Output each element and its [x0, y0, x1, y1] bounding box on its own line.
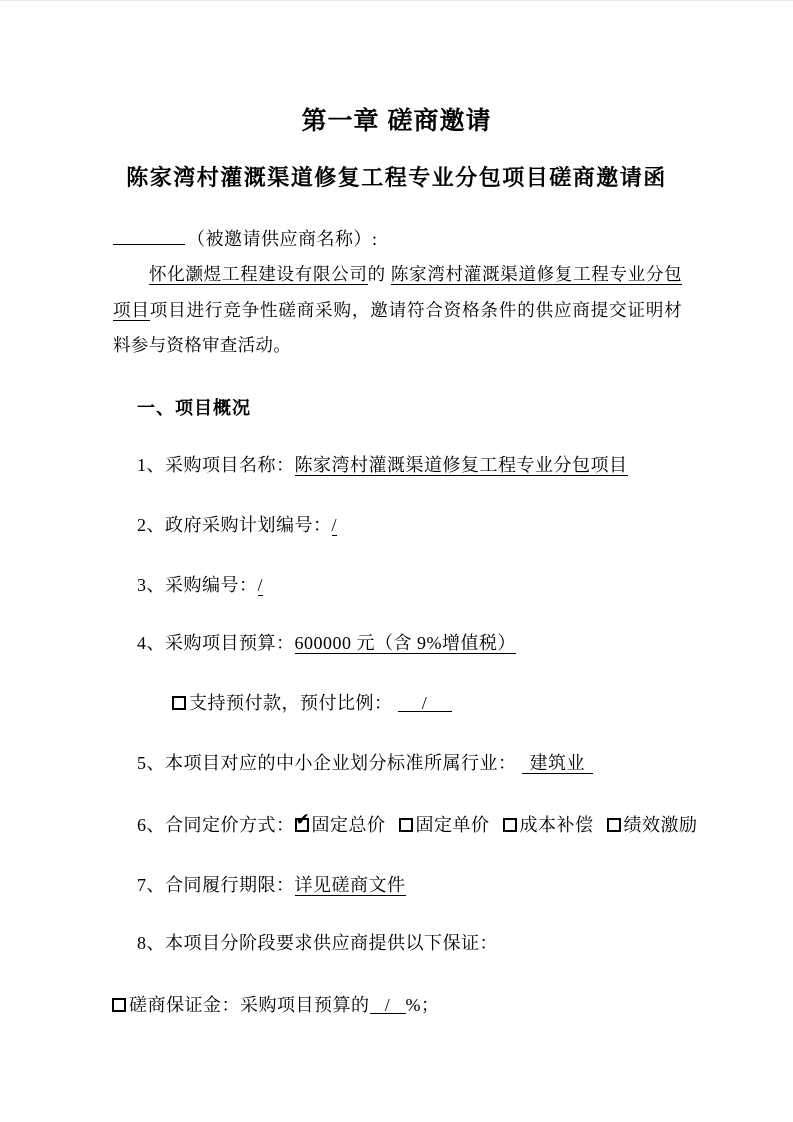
- pricing-option-cost-compensation-label: 成本补偿: [519, 815, 594, 835]
- prepayment-label: 支持预付款，预付比例：: [189, 693, 393, 713]
- pricing-option-fixed-total: [295, 810, 386, 835]
- deposit-label-suffix: %；: [405, 995, 440, 1015]
- item-gov-plan-number-label: 2、政府采购计划编号：: [137, 515, 332, 535]
- pricing-option-fixed-total-checkbox[interactable]: [295, 810, 311, 832]
- pricing-option-fixed-unit: [399, 815, 490, 835]
- deposit-ratio-blank: /: [370, 993, 406, 1014]
- pricing-option-fixed-total-label: 固定总价: [311, 815, 386, 835]
- item-budget-label: 4、采购项目预算：: [137, 633, 295, 653]
- item-project-name-label: 1、采购项目名称：: [137, 455, 295, 475]
- pricing-option-cost-compensation-checkbox[interactable]: [503, 818, 517, 832]
- item-project-name-value: 陈家湾村灌溉渠道修复工程专业分包项目: [294, 455, 628, 475]
- item-guarantees: 8、本项目分阶段要求供应商提供以下保证：: [137, 933, 498, 953]
- item-contract-period: [137, 873, 406, 897]
- pricing-option-performance-incentive-checkbox[interactable]: [607, 818, 621, 832]
- pricing-option-performance-incentive: [607, 815, 698, 835]
- item-budget: [137, 631, 516, 655]
- item-procurement-number: [137, 573, 263, 597]
- section-heading-project-overview: 一、项目概况: [137, 398, 251, 418]
- pricing-option-cost-compensation: [503, 815, 594, 835]
- chapter-title: 第一章 磋商邀请: [301, 107, 492, 135]
- prepayment-checkbox[interactable]: [172, 696, 186, 710]
- salutation-label: （被邀请供应商名称）:: [187, 229, 378, 249]
- deposit-checkbox[interactable]: [112, 998, 126, 1012]
- pricing-option-performance-incentive-label: 绩效激励: [623, 815, 698, 835]
- item-industry: [137, 751, 593, 775]
- deposit-line: [112, 993, 440, 1017]
- intro-rest: 项目进行竞争性磋商采购，邀请符合资格条件的供应商提交证明材料参与资格审查活动。: [113, 299, 682, 355]
- item-procurement-number-label: 3、采购编号：: [137, 575, 258, 595]
- item-pricing-method: [137, 810, 698, 837]
- pricing-option-fixed-unit-label: 固定单价: [415, 815, 490, 835]
- item-industry-label: 5、本项目对应的中小企业划分标准所属行业：: [137, 753, 517, 773]
- item-gov-plan-number-value: /: [331, 515, 338, 535]
- deposit-label-prefix: 磋商保证金：采购项目预算的: [129, 995, 370, 1015]
- document-title: 陈家湾村灌溉渠道修复工程专业分包项目磋商邀请函: [126, 165, 667, 190]
- item-budget-value: 600000 元（含 9%增值税）: [294, 633, 516, 653]
- item-industry-value: 建筑业: [522, 753, 594, 774]
- supplier-name-blank: [113, 226, 185, 245]
- prepayment-ratio-blank: /: [398, 691, 452, 712]
- pricing-option-fixed-unit-checkbox[interactable]: [399, 818, 413, 832]
- intro-connector: 的: [367, 264, 391, 284]
- item-contract-period-value: 详见磋商文件: [294, 875, 406, 895]
- check-icon: ✔: [295, 810, 311, 830]
- item-contract-period-label: 7、合同履行期限：: [137, 875, 295, 895]
- item-gov-plan-number: [137, 513, 337, 537]
- item-procurement-number-value: /: [257, 575, 264, 595]
- item-project-name: [137, 453, 628, 477]
- salutation-line: [113, 225, 378, 251]
- intro-paragraph: [113, 257, 682, 364]
- project-name: 陈家湾村灌溉渠道修复工程专业分包项目: [113, 264, 682, 320]
- prepayment-line: [172, 691, 452, 715]
- purchaser-name: 怀化灏煜工程建设有限公司: [149, 264, 368, 284]
- item-pricing-method-label: 6、合同定价方式：: [137, 815, 295, 835]
